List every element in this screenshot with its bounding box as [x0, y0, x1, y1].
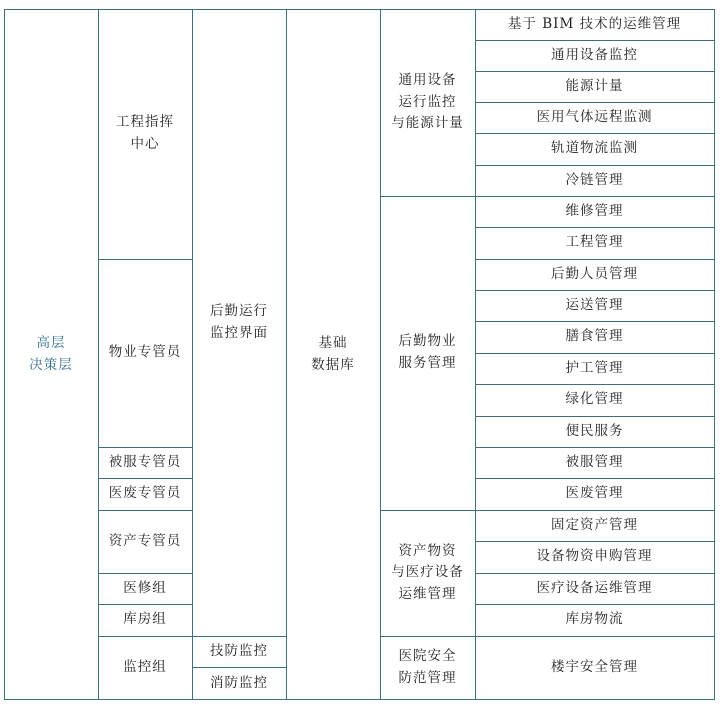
assets-medical-equipment: 资产物资 与医疗设备 运维管理 — [391, 542, 464, 602]
function-item: 便民服务 — [565, 422, 624, 439]
engineering-command-center: 工程指挥 中心 — [116, 114, 174, 152]
function-item: 运送管理 — [565, 296, 624, 313]
function-item: 设备物资申购管理 — [536, 548, 653, 565]
logistics-monitoring-interface: 后勤运行 监控界面 — [210, 302, 268, 341]
general-equipment-energy: 通用设备 运行监控 与能源计量 — [391, 72, 464, 132]
function-item: 楼宇安全管理 — [551, 659, 638, 676]
asset-manager: 资产专管员 — [108, 532, 182, 549]
property-manager: 物业专管员 — [108, 344, 182, 361]
function-item: 绿化管理 — [565, 391, 624, 408]
monitoring-group: 监控组 — [123, 659, 167, 676]
function-item: 库房物流 — [565, 611, 624, 628]
logistics-property-service: 后勤物业 服务管理 — [398, 333, 457, 371]
function-item: 轨道物流监测 — [551, 140, 638, 157]
function-item: 通用设备监控 — [551, 46, 638, 63]
hospital-safety-management: 医院安全 防范管理 — [398, 648, 457, 686]
medical-repair-group: 医修组 — [123, 579, 167, 596]
function-item: 维修管理 — [565, 202, 624, 219]
function-item: 护工管理 — [565, 359, 624, 376]
border-right — [714, 9, 715, 700]
medical-waste-manager: 医废专管员 — [108, 485, 182, 502]
function-item: 能源计量 — [565, 77, 624, 94]
function-item: 医废管理 — [565, 485, 624, 502]
function-item: 冷链管理 — [565, 171, 624, 188]
fire-monitoring: 消防监控 — [210, 674, 268, 691]
function-item: 基于 BIM 技术的运维管理 — [507, 15, 682, 32]
function-item: 工程管理 — [565, 234, 624, 251]
function-item: 膳食管理 — [565, 328, 624, 345]
function-item: 固定资产管理 — [551, 516, 638, 533]
function-item: 医用气体远程监测 — [536, 108, 653, 125]
basic-database: 基础 数据库 — [311, 334, 355, 373]
warehouse-group: 库房组 — [123, 611, 167, 628]
top-decision-layer: 高层 决策层 — [29, 334, 73, 373]
security-monitoring: 技防监控 — [210, 642, 268, 659]
linen-manager: 被服专管员 — [108, 453, 182, 470]
function-item: 后勤人员管理 — [551, 265, 638, 282]
function-item: 医疗设备运维管理 — [536, 579, 653, 596]
function-item: 被服管理 — [565, 453, 624, 470]
